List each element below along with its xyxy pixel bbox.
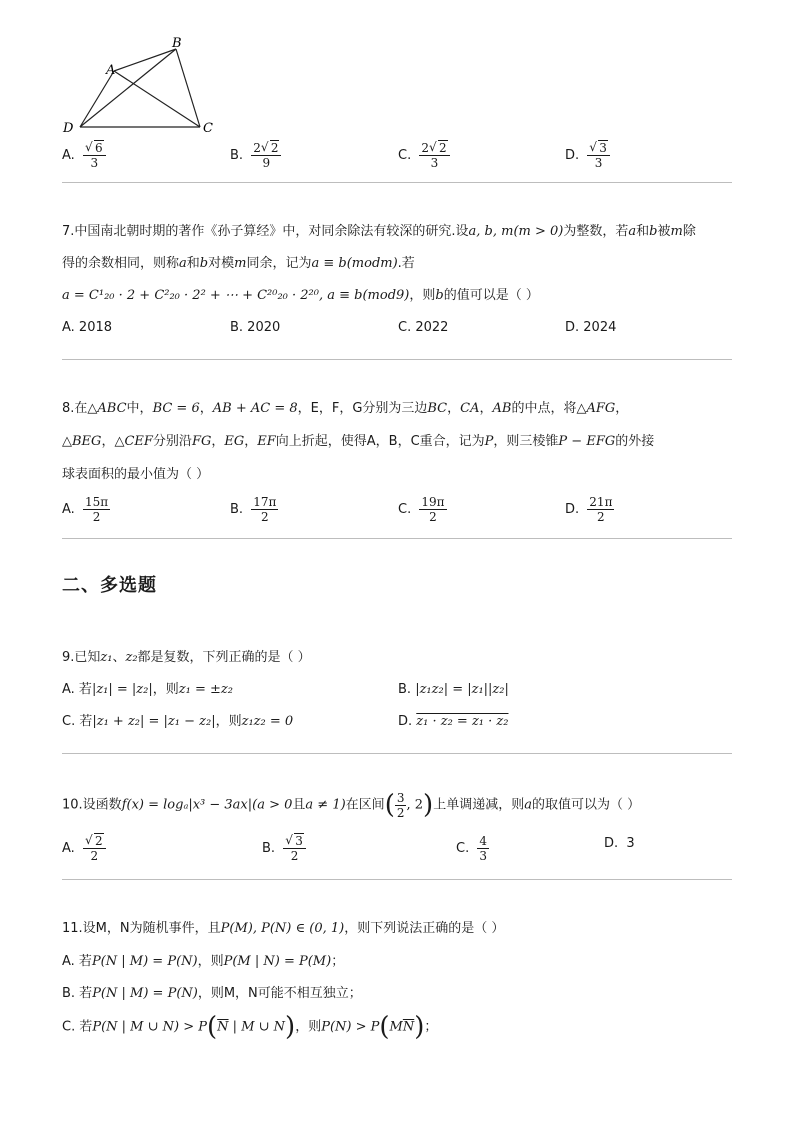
q8-line1: 8.在△ABC中，BC = 6，AB + AC = 8，E，F，G分别为三边BC，CA，AB的中点，将△AFG， [62,401,629,416]
divider [62,879,732,880]
q11-option-b[interactable]: B. 若P(N | M) = P(N)，则M，N可能不相互独立； [62,986,362,1001]
q7-option-c[interactable]: C. 2022 [398,320,449,335]
q9-option-b[interactable]: B. |z₁z₂| = |z₁||z₂| [398,682,509,697]
q11-option-a[interactable]: A. 若P(N | M) = P(N)，则P(M | N) = P(M)； [62,954,345,969]
q8-option-b[interactable]: B. $\frac{17\pi}{2}$ [230,495,277,524]
q6-option-b[interactable]: B. $\frac{2 √ 2}{9}$ [230,141,281,170]
edge-AB [114,49,176,71]
q9-option-a[interactable]: A. 若|z₁| = |z₂|，则z₁ = ±z₂ [62,682,233,697]
q10-option-b[interactable]: B. √ $\frac{3}{2}$ [262,834,306,863]
q9-option-d[interactable]: D. z₁ · z₂ = z₁ · z₂ [398,714,509,729]
q7-line2: 得的余数相同，则称a和b对模m同余，记为a ≡ b(modm).若 [62,256,415,271]
q7-option-d[interactable]: D. 2024 [565,320,617,335]
q11-option-c[interactable]: C. 若P(N | M ∪ $N) > P(\overline{N}$ | M ∪ N)，则$P(N) > P(M\overline{N})$； [62,1012,438,1042]
q7-option-a[interactable]: A. 2018 [62,320,113,335]
edge-AC [114,71,200,127]
q9-stem: 9.已知z₁、z₂都是复数，下列正确的是（ ） [62,650,311,665]
divider [62,538,732,539]
q6-option-d[interactable]: D. √ $\frac{3}{3}$ [565,141,610,170]
geometry-figure [58,30,228,138]
q10-option-d[interactable]: D. 3 [604,836,635,851]
divider [62,182,732,183]
left-paren: ( [384,790,395,820]
label-A: A [106,63,116,78]
q8-option-a[interactable]: A. $\frac{15\pi}{2}$ [62,495,109,524]
right-paren: ) [423,790,434,820]
q10-stem: 10.设函数f(x) = logₐ|x³ − 3ax|(a > 0且a ≠ 1)在区间( $\frac{3}{2}$ , 2)上单调递减，则a的取值可以为（ ） [62,790,641,820]
edge-DB [80,49,176,127]
label-B: B [172,36,182,51]
q8-line3: 球表面积的最小值为（ ） [62,467,210,482]
edge-DA [80,71,114,127]
q10-option-a[interactable]: A. √ $\frac{2}{2}$ [62,834,106,863]
q11-stem: 11.设M，N为随机事件，且P(M), P(N) ∈ (0, 1)，则下列说法正确的是（ ） [62,921,505,936]
q8-option-c[interactable]: C. $\frac{19\pi}{2}$ [398,495,445,524]
q9-option-c[interactable]: C. 若|z₁ + z₂| = |z₁ − z₂|，则z₁z₂ = 0 [62,714,294,729]
q8-option-d[interactable]: D. $\frac{21\pi}{2}$ [565,495,613,524]
label-D: D [63,121,74,136]
q8-line2: △BEG，△CEF分别沿FG，EG，EF向上折起，使得A，B，C重合，记为P，则三棱锥P − EFG的外接 [62,434,655,449]
q6-option-a[interactable]: A. √ $\frac{6}{3}$ [62,141,106,170]
section-title: 二、多选题 [62,575,157,596]
divider [62,359,732,360]
label-C: C [203,121,213,136]
edge-BC [176,49,200,127]
q7-option-b[interactable]: B. 2020 [230,320,281,335]
q10-option-c[interactable]: C. $\frac{4}{3}$ [456,834,487,863]
q6-option-c[interactable]: C. $\frac{2 √ 2}{3}$ [398,141,450,170]
divider [62,753,732,754]
q7-line3: a = C¹₂₀ · 2 + C²₂₀ · 2² + ⋯ + C²⁰₂₀ · 2²⁰, a ≡ b(mod9)，则b的值可以是（ ） [62,288,539,303]
q7-line1: 7.中国南北朝时期的著作《孙子算经》中，对同余除法有较深的研究.设a, b, m(m > 0)为整数，若a和b被m除 [62,224,696,239]
